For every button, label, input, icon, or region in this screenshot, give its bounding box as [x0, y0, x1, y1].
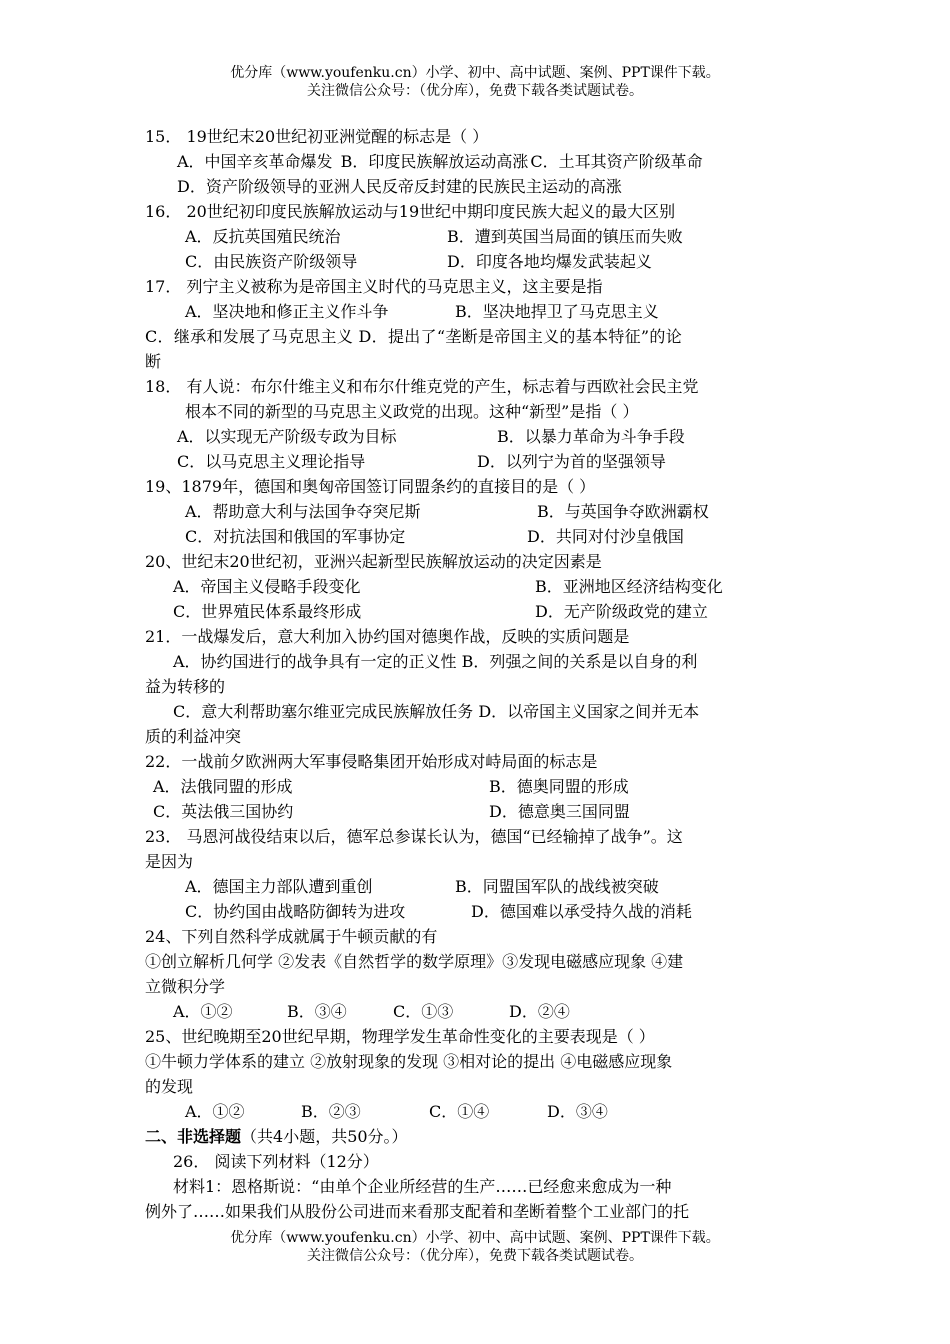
question-20-options-row-1: [145, 574, 813, 599]
question-16-options-row-1: [145, 224, 813, 249]
question-21-options-row-2: C．意大利帮助塞尔维亚完成民族解放任务 D．以帝国主义国家之间并无本: [173, 702, 700, 721]
question-19-option-d: D．共同对付沙皇俄国: [527, 527, 684, 546]
question-24-option-c: C．①③: [393, 1002, 454, 1021]
header-line-2: 关注微信公众号：（优分库），免费下载各类试题试卷。: [307, 83, 643, 99]
question-22-option-a: A．法俄同盟的形成: [153, 777, 293, 796]
section-2-heading: 二、非选择题: [145, 1127, 242, 1146]
question-25-items-cont: 的发现: [145, 1077, 194, 1096]
question-21-stem: 21．一战爆发后，意大利加入协约国对德奥作战，反映的实质问题是: [145, 627, 630, 646]
question-15-option-c: C．土耳其资产阶级革命: [530, 152, 703, 171]
question-22-option-d: D．德意奥三国同盟: [489, 802, 630, 821]
question-18-options-row-1: [145, 424, 813, 449]
question-25-options: [145, 1099, 813, 1124]
question-17-stem: 17． 列宁主义被称为是帝国主义时代的马克思主义，这主要是指: [145, 277, 603, 296]
question-24-option-d: D．②④: [509, 1002, 570, 1021]
question-16-options-row-2: [145, 249, 813, 274]
question-18-option-d: D．以列宁为首的坚强领导: [477, 452, 666, 471]
question-23-options-row-2: [145, 899, 813, 924]
question-15-option-d: D．资产阶级领导的亚洲人民反帝反封建的民族民主运动的高涨: [177, 177, 622, 196]
question-15-options-row-1: [145, 149, 813, 174]
question-19-option-b: B．与英国争夺欧洲霸权: [537, 502, 709, 521]
question-17-options-row-2: C．继承和发展了马克思主义 D．提出了“垄断是帝国主义的基本特征”的论: [145, 327, 683, 346]
footer-line-2: 关注微信公众号：（优分库），免费下载各类试题试卷。: [307, 1248, 643, 1264]
question-18-option-c: C．以马克思主义理论指导: [177, 452, 366, 471]
question-26-stem: 26． 阅读下列材料（12分）: [173, 1152, 379, 1171]
question-24-option-a: A．①②: [173, 1002, 233, 1021]
question-20-option-d: D．无产阶级政党的建立: [535, 602, 708, 621]
question-20-option-a: A．帝国主义侵略手段变化: [173, 577, 361, 596]
question-20-options-row-2: [145, 599, 813, 624]
question-22-stem: 22．一战前夕欧洲两大军事侵略集团开始形成对峙局面的标志是: [145, 752, 598, 771]
question-16-option-b: B．遭到英国当局面的镇压而失败: [447, 227, 683, 246]
question-23-stem-cont: 是因为: [145, 852, 194, 871]
question-16-stem: 16． 20世纪初印度民族解放运动与19世纪中期印度民族大起义的最大区别: [145, 202, 676, 221]
question-23-option-d: D．德国难以承受持久战的消耗: [471, 902, 692, 921]
question-24-items: ①创立解析几何学 ②发表《自然哲学的数学原理》③发现电磁感应现象 ④建: [145, 952, 684, 971]
question-22-options-row-1: [145, 774, 813, 799]
question-19-option-a: A．帮助意大利与法国争夺突尼斯: [185, 502, 421, 521]
question-24-items-cont: 立微积分学: [145, 977, 226, 996]
question-23-option-b: B．同盟国军队的战线被突破: [455, 877, 659, 896]
section-2-note: （共4小题，共50分。）: [241, 1127, 408, 1146]
question-18-option-a: A．以实现无产阶级专政为目标: [177, 427, 397, 446]
question-19-options-row-2: [145, 524, 813, 549]
question-21-options-row-1: A．协约国进行的战争具有一定的正义性 B．列强之间的关系是以自身的利: [173, 652, 698, 671]
question-20-option-b: B．亚洲地区经济结构变化: [535, 577, 723, 596]
question-25-items: ①牛顿力学体系的建立 ②放射现象的发现 ③相对论的提出 ④电磁感应现象: [145, 1052, 673, 1071]
question-18-stem-cont: 根本不同的新型的马克思主义政党的出现。这种“新型”是指（ ）: [185, 402, 639, 421]
question-23-option-a: A．德国主力部队遭到重创: [185, 877, 373, 896]
question-19-options-row-1: [145, 499, 813, 524]
question-24-option-b: B．③④: [287, 1002, 347, 1021]
question-18-stem: 18． 有人说：布尔什维主义和布尔什维克党的产生，标志着与西欧社会民主党: [145, 377, 699, 396]
question-23-options-row-1: [145, 874, 813, 899]
question-19-option-c: C．对抗法国和俄国的军事协定: [185, 527, 406, 546]
footer-line-1: 优分库（www.youfenku.cn）小学、初中、高中试题、案例、PPT课件下载。: [230, 1230, 720, 1246]
question-20-option-c: C．世界殖民体系最终形成: [173, 602, 362, 621]
question-22-options-row-2: [145, 799, 813, 824]
question-21-options-row-2-cont: 质的利益冲突: [145, 727, 242, 746]
question-18-options-row-2: [145, 449, 813, 474]
question-21-options-row-1-cont: 益为转移的: [145, 677, 226, 696]
question-22-option-b: B．德奥同盟的形成: [489, 777, 629, 796]
question-15-option-a: A．中国辛亥革命爆发: [177, 152, 333, 171]
question-15-option-b: B．印度民族解放运动高涨: [340, 152, 529, 171]
question-17-options-row-2-cont: 断: [145, 352, 162, 371]
question-23-stem: 23． 马恩河战役结束以后，德军总参谋长认为，德国“已经输掉了战争”。这: [145, 827, 683, 846]
question-17-option-b: B．坚决地捍卫了马克思主义: [455, 302, 659, 321]
question-25-option-a: A．①②: [185, 1102, 245, 1121]
question-25-option-d: D．③④: [547, 1102, 608, 1121]
question-16-option-a: A．反抗英国殖民统治: [185, 227, 341, 246]
question-25-option-b: B．②③: [301, 1102, 361, 1121]
section-2-heading-row: [145, 1124, 813, 1149]
question-24-stem: 24、下列自然科学成就属于牛顿贡献的有: [145, 927, 438, 946]
question-25-option-c: C．①④: [429, 1102, 490, 1121]
exam-content: [145, 124, 813, 1224]
header-banner: [0, 64, 950, 100]
question-26-material-1-cont: 例外了……如果我们从股份公司进而来看那支配着和垄断着整个工业部门的托: [145, 1202, 690, 1221]
question-16-option-c: C．由民族资产阶级领导: [185, 252, 358, 271]
question-16-option-d: D．印度各地均爆发武装起义: [447, 252, 652, 271]
question-25-stem: 25、世纪晚期至20世纪早期，物理学发生革命性变化的主要表现是（ ）: [145, 1027, 655, 1046]
question-20-stem: 20、世纪末20世纪初，亚洲兴起新型民族解放运动的决定因素是: [145, 552, 602, 571]
question-17-option-a: A．坚决地和修正主义作斗争: [185, 302, 389, 321]
question-19-stem: 19、1879年，德国和奥匈帝国签订同盟条约的直接目的是（ ）: [145, 477, 596, 496]
question-15-stem: 15． 19世纪末20世纪初亚洲觉醒的标志是（ ）: [145, 127, 489, 146]
question-24-options: [145, 999, 813, 1024]
question-18-option-b: B．以暴力革命为斗争手段: [497, 427, 685, 446]
question-22-option-c: C．英法俄三国协约: [153, 802, 294, 821]
header-line-1: 优分库（www.youfenku.cn）小学、初中、高中试题、案例、PPT课件下载。: [230, 65, 720, 81]
question-17-options-row-1: [145, 299, 813, 324]
question-26-material-1: 材料1：恩格斯说：“由单个企业所经营的生产……已经愈来愈成为一种: [173, 1177, 672, 1196]
footer-banner: [0, 1229, 950, 1265]
question-23-option-c: C．协约国由战略防御转为进攻: [185, 902, 406, 921]
